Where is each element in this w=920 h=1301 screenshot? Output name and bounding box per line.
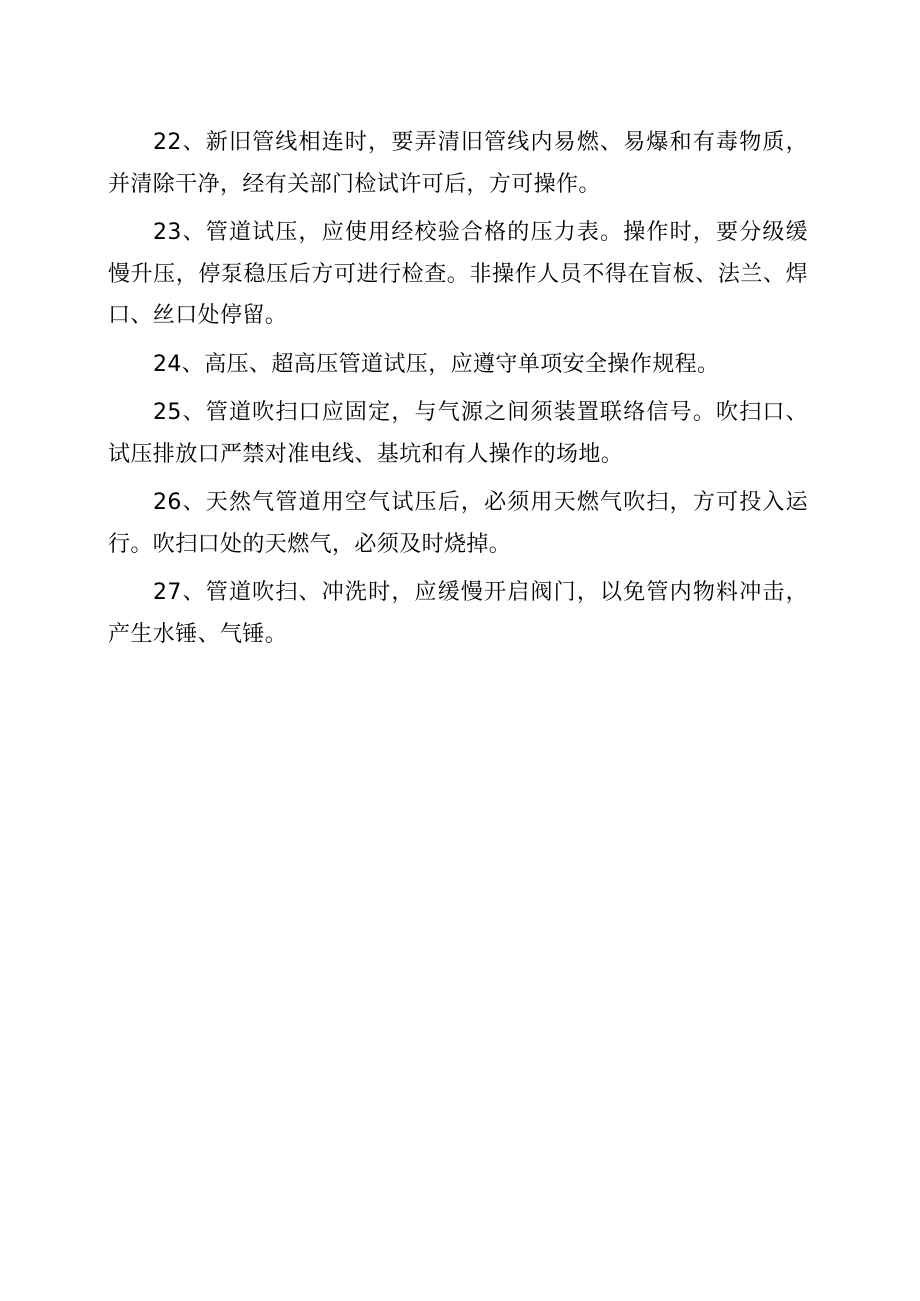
paragraph-24: 24、高压、超高压管道试压，应遵守单项安全操作规程。 xyxy=(153,351,720,377)
paragraph-27: 27、管道吹扫、冲洗时，应缓慢开启阀门，以免管内物料冲击，产生水锤、气锤。 xyxy=(108,580,808,647)
document-body xyxy=(108,122,808,662)
paragraph-22: 22、新旧管线相连时，要弄清旧管线内易燃、易爆和有毒物质，并清除干净，经有关部门检试许可后，方可操作。 xyxy=(108,130,808,197)
paragraph-23: 23、管道试压，应使用经校验合格的压力表。操作时，要分级缓慢升压，停泵稳压后方可进行检查。非操作人员不得在盲板、法兰、焊口、丝口处停留。 xyxy=(108,220,808,328)
paragraph-26: 26、天然气管道用空气试压后，必须用天燃气吹扫，方可投入运行。吹扫口处的天燃气，必须及时烧掉。 xyxy=(108,490,808,557)
paragraph-25: 25、管道吹扫口应固定，与气源之间须装置联络信号。吹扫口、试压排放口严禁对准电线、基坑和有人操作的场地。 xyxy=(108,400,808,467)
